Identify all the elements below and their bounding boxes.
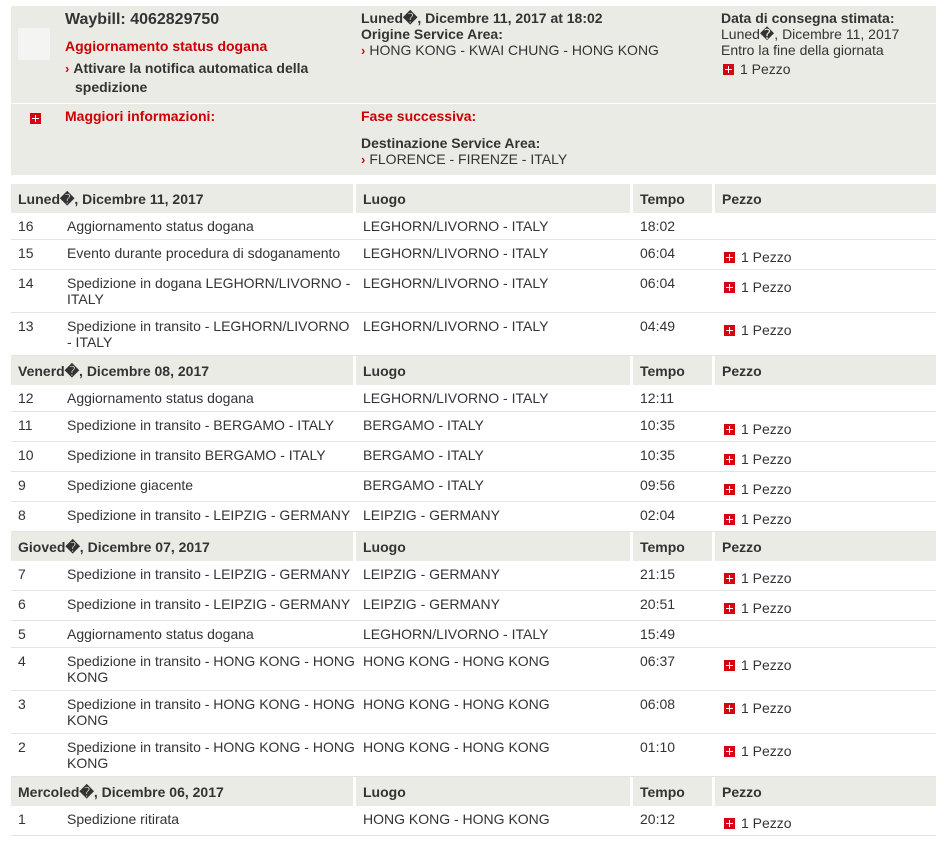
event-number: 6 <box>18 596 26 612</box>
event-description: Spedizione in transito - LEIPZIG - GERMANY <box>67 596 351 612</box>
event-number: 3 <box>18 696 26 712</box>
event-time: 01:10 <box>640 739 676 755</box>
event-location: LEGHORN/LIVORNO - ITALY <box>363 275 549 291</box>
more-info-label[interactable]: Maggiori informazioni: <box>65 108 216 124</box>
date-header: Gioved�, Dicembre 07, 2017 <box>11 532 353 561</box>
event-number: 4 <box>18 653 26 669</box>
pieces-toggle[interactable] <box>724 657 924 673</box>
table-row <box>11 691 936 734</box>
event-number: 11 <box>18 417 33 433</box>
date-group-header <box>11 184 936 213</box>
delivery-note: Entro la fine della giornata <box>721 42 884 58</box>
event-location: LEIPZIG - GERMANY <box>363 566 500 582</box>
event-number: 16 <box>18 218 34 234</box>
event-description: Spedizione in dogana LEGHORN/LIVORNO - ITALY <box>67 275 351 307</box>
event-number: 9 <box>18 477 26 493</box>
pieces-toggle[interactable] <box>724 743 924 759</box>
event-description: Aggiornamento status dogana <box>67 390 254 406</box>
pieces-toggle[interactable] <box>724 815 924 831</box>
pieces-toggle[interactable] <box>724 511 924 527</box>
event-location: LEGHORN/LIVORNO - ITALY <box>363 626 549 642</box>
table-row <box>11 442 936 472</box>
column-header-pezzo: Pezzo <box>715 184 936 213</box>
table-row <box>11 385 936 412</box>
event-time: 15:49 <box>640 626 676 642</box>
table-row <box>11 412 936 442</box>
event-description: Spedizione in transito BERGAMO - ITALY <box>67 447 326 463</box>
event-number: 1 <box>18 811 26 827</box>
event-location: BERGAMO - ITALY <box>363 417 484 433</box>
pieces-toggle[interactable] <box>724 279 924 295</box>
column-header-luogo: Luogo <box>356 532 630 561</box>
table-row <box>11 502 936 532</box>
event-time: 06:04 <box>640 245 676 261</box>
event-time: 20:51 <box>640 596 676 612</box>
pieces-toggle[interactable] <box>724 322 924 338</box>
expand-plus-icon <box>724 514 735 525</box>
table-row <box>11 313 936 356</box>
pieces-label: 1 Pezzo <box>741 570 792 586</box>
event-time: 20:12 <box>640 811 676 827</box>
column-header-tempo: Tempo <box>633 184 712 213</box>
column-header-luogo: Luogo <box>356 356 630 385</box>
origin-value: HONG KONG - KWAI CHUNG - HONG KONG <box>369 42 659 58</box>
pieces-toggle[interactable] <box>724 421 924 437</box>
shipment-summary <box>11 6 936 175</box>
event-time: 09:56 <box>640 477 676 493</box>
destination-label: Destinazione Service Area: <box>361 135 541 151</box>
pieces-label: 1 Pezzo <box>741 421 792 437</box>
event-number: 15 <box>18 245 34 261</box>
column-header-tempo: Tempo <box>633 777 712 806</box>
shipment-thumbnail <box>18 28 50 60</box>
pieces-label: 1 Pezzo <box>741 481 792 497</box>
table-row <box>11 734 936 777</box>
event-description: Spedizione in transito - BERGAMO - ITALY <box>67 417 335 433</box>
pieces-label: 1 Pezzo <box>741 600 792 616</box>
table-row <box>11 648 936 691</box>
notify-link-label: Attivare la notifica automatica della <box>73 60 309 76</box>
more-info-toggle[interactable] <box>30 110 47 126</box>
event-number: 8 <box>18 507 26 523</box>
expand-plus-icon <box>724 703 735 714</box>
table-row <box>11 591 936 621</box>
column-header-pezzo: Pezzo <box>715 777 936 806</box>
column-header-tempo: Tempo <box>633 356 712 385</box>
origin-label: Origine Service Area: <box>361 26 503 42</box>
pieces-label: 1 Pezzo <box>741 511 792 527</box>
pieces-label: 1 Pezzo <box>741 322 792 338</box>
event-description: Spedizione in transito - LEGHORN/LIVORNO - ITALY <box>67 318 350 350</box>
event-time: 06:37 <box>640 653 676 669</box>
expand-plus-icon <box>724 746 735 757</box>
expand-plus-icon <box>724 454 735 465</box>
notify-link-label-2: spedizione <box>75 79 148 95</box>
event-description: Evento durante procedura di sdoganamento <box>67 245 341 261</box>
expand-plus-icon <box>724 603 735 614</box>
pieces-label: 1 Pezzo <box>741 700 792 716</box>
pieces-toggle[interactable] <box>724 570 924 586</box>
delivery-date: Luned�, Dicembre 11, 2017 <box>721 26 900 42</box>
event-number: 10 <box>18 447 34 463</box>
event-location: LEGHORN/LIVORNO - ITALY <box>363 245 549 261</box>
event-description: Aggiornamento status dogana <box>67 626 254 642</box>
event-time: 12:11 <box>640 390 674 406</box>
event-description: Spedizione in transito - LEIPZIG - GERMANY <box>67 566 351 582</box>
tracking-history-table <box>11 184 936 836</box>
pieces-label: 1 Pezzo <box>741 743 792 759</box>
pieces-toggle[interactable] <box>724 600 924 616</box>
event-description: Spedizione ritirata <box>67 811 180 827</box>
destination-value-row <box>361 151 567 167</box>
table-row <box>11 472 936 502</box>
event-location: BERGAMO - ITALY <box>363 447 484 463</box>
table-row <box>11 240 936 270</box>
current-status: Aggiornamento status dogana <box>65 38 268 54</box>
pieces-toggle[interactable] <box>724 451 924 467</box>
event-location: LEIPZIG - GERMANY <box>363 596 500 612</box>
expand-plus-icon <box>724 282 735 293</box>
destination-value: FLORENCE - FIRENZE - ITALY <box>369 151 568 167</box>
event-location: LEIPZIG - GERMANY <box>363 507 500 523</box>
event-location: HONG KONG - HONG KONG <box>363 811 550 827</box>
event-time: 18:02 <box>640 218 676 234</box>
pieces-label: 1 Pezzo <box>741 279 792 295</box>
event-time: 21:15 <box>640 566 676 582</box>
chevron-right-icon: › <box>361 43 366 58</box>
event-number: 12 <box>18 390 34 406</box>
chevron-right-icon: › <box>65 61 70 76</box>
pieces-label: 1 Pezzo <box>741 657 792 673</box>
expand-plus-icon <box>724 818 735 829</box>
column-header-luogo: Luogo <box>356 777 630 806</box>
expand-plus-icon <box>724 252 735 263</box>
pieces-label: 1 Pezzo <box>741 451 792 467</box>
event-location: HONG KONG - HONG KONG <box>363 653 550 669</box>
event-time: 04:49 <box>640 318 676 334</box>
date-group-header <box>11 356 936 385</box>
next-step-label: Fase successiva: <box>361 108 477 124</box>
event-description: Spedizione in transito - HONG KONG - HONG KONG <box>67 739 355 771</box>
table-row <box>11 270 936 313</box>
pieces-toggle[interactable] <box>724 249 924 265</box>
column-header-pezzo: Pezzo <box>715 532 936 561</box>
table-row <box>11 621 936 648</box>
summary-divider <box>11 103 936 104</box>
pieces-label: 1 Pezzo <box>741 815 792 831</box>
event-location: HONG KONG - HONG KONG <box>363 739 550 755</box>
event-description: Spedizione in transito - LEIPZIG - GERMANY <box>67 507 351 523</box>
event-number: 2 <box>18 739 26 755</box>
date-header: Mercoled�, Dicembre 06, 2017 <box>11 777 353 806</box>
event-description: Spedizione in transito - HONG KONG - HONG KONG <box>67 696 355 728</box>
table-row <box>11 213 936 240</box>
pieces-toggle[interactable] <box>724 481 924 497</box>
expand-plus-icon <box>30 113 41 124</box>
summary-pieces: 1 Pezzo <box>740 61 791 77</box>
expand-plus-icon <box>724 660 735 671</box>
event-location: HONG KONG - HONG KONG <box>363 696 550 712</box>
event-location: LEGHORN/LIVORNO - ITALY <box>363 318 549 334</box>
table-row <box>11 806 936 836</box>
expand-plus-icon <box>724 573 735 584</box>
pieces-toggle[interactable] <box>724 700 924 716</box>
date-group-header <box>11 532 936 561</box>
event-location: LEGHORN/LIVORNO - ITALY <box>363 390 549 406</box>
origin-value-row <box>361 42 659 58</box>
notify-link[interactable] <box>65 59 308 97</box>
date-header: Venerd�, Dicembre 08, 2017 <box>11 356 353 385</box>
column-header-pezzo: Pezzo <box>715 356 936 385</box>
waybill-number: Waybill: 4062829750 <box>65 11 220 28</box>
expand-plus-icon <box>724 484 735 495</box>
pieces-label: 1 Pezzo <box>741 249 792 265</box>
event-number: 13 <box>18 318 34 334</box>
chevron-right-icon: › <box>361 152 366 167</box>
expand-plus-icon <box>724 325 735 336</box>
date-header: Luned�, Dicembre 11, 2017 <box>11 184 353 213</box>
delivery-label: Data di consegna stimata: <box>721 10 895 26</box>
event-time: 10:35 <box>640 447 676 463</box>
event-number: 5 <box>18 626 26 642</box>
event-time: 06:04 <box>640 275 676 291</box>
last-update-datetime: Luned�, Dicembre 11, 2017 at 18:02 <box>361 10 603 26</box>
event-time: 02:04 <box>640 507 676 523</box>
event-description: Spedizione giacente <box>67 477 194 493</box>
column-header-tempo: Tempo <box>633 532 712 561</box>
event-location: BERGAMO - ITALY <box>363 477 484 493</box>
event-location: LEGHORN/LIVORNO - ITALY <box>363 218 549 234</box>
summary-pieces-toggle[interactable] <box>723 61 791 77</box>
event-time: 06:08 <box>640 696 676 712</box>
table-row <box>11 561 936 591</box>
event-description: Spedizione in transito - HONG KONG - HONG KONG <box>67 653 355 685</box>
date-group-header <box>11 777 936 806</box>
event-description: Aggiornamento status dogana <box>67 218 254 234</box>
expand-plus-icon <box>724 424 735 435</box>
event-number: 14 <box>18 275 34 291</box>
column-header-luogo: Luogo <box>356 184 630 213</box>
event-time: 10:35 <box>640 417 676 433</box>
expand-plus-icon <box>723 64 734 75</box>
event-number: 7 <box>18 566 26 582</box>
